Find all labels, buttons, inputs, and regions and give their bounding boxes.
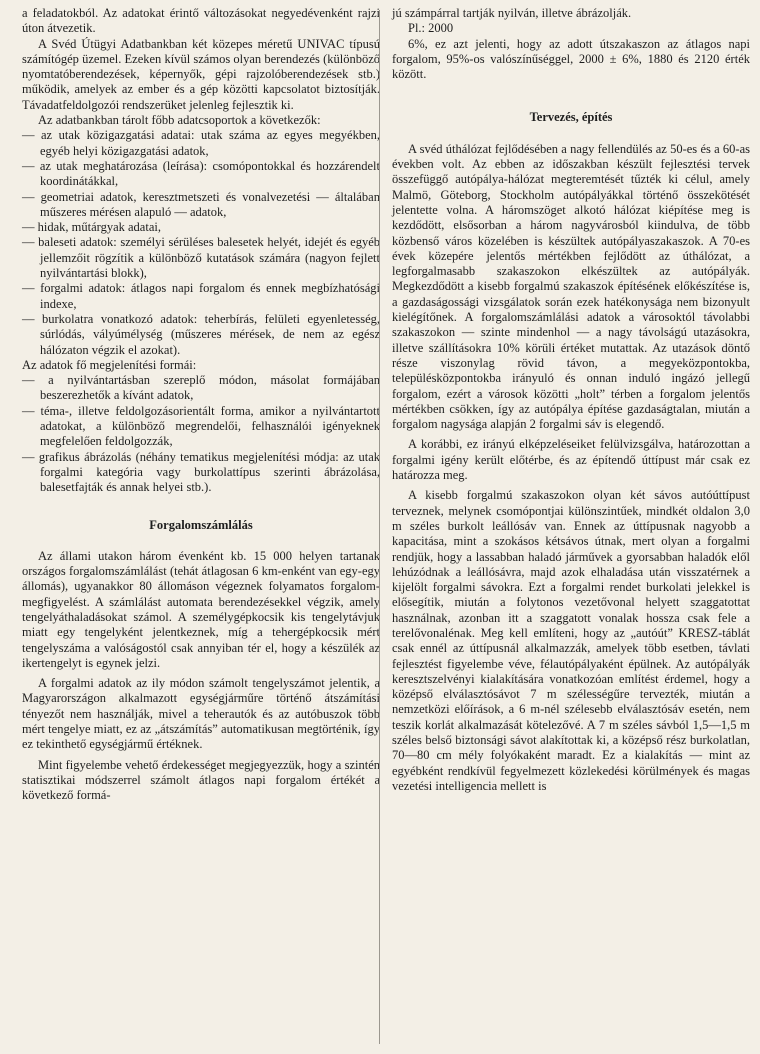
- display-forms-list: [22, 373, 380, 495]
- list-item: — az utak közigazgatási adatai: utak száma az egyes megyékben, egyéb helyi közigazgatási adatok,: [22, 128, 380, 158]
- list-item: — forgalmi adatok: átlagos napi forgalom és ennek megbízhatósági indexe,: [22, 281, 380, 311]
- paragraph-counting-2: A forgalmi adatok az ily módon számolt tengelyszámot jelentik, a Magyarországon alkalmazott egységjárműre történő átszámítási tényezőt nem használják, mivel a teherautók és az autóbuszok több mért tengelye miatt, ez az „átszámítás” automatikusan megtörténik, így ez tekinthető egységjármű értéknek.: [22, 676, 380, 752]
- paragraph-groups-intro: Az adatbankban tárolt főbb adatcsoportok a következők:: [38, 113, 321, 128]
- formula-explanation: 6%, ez azt jelenti, hogy az adott útszakaszon az átlagos napi forgalom, 95%-os valószínűséggel, 2000 ± 6%, 1880 és 2120 érték között.: [392, 36, 750, 82]
- column-divider: [379, 10, 380, 1044]
- section-heading-planning: Tervezés, építés: [529, 110, 613, 125]
- paragraph-counting-3: Mint figyelembe vehető érdekességet megjegyezzük, hogy a szintén statisztikai módszerrel számolt átlagos napi forgalom értékét a következő formá-: [22, 757, 380, 803]
- paragraph-counting-1: Az állami utakon három évenként kb. 15 000 helyen tartanak országos forgalomszámlálást (tehát átlagosan 6 km-enként van egy-egy állomás), ugyanakkor 80 állomáson végeznek folyamatos forgalom-megfigyelést. A számlálást automata berendezésekkel végzik, amely tengelyáthaladásokat számol. A személygépkocsik kis tengelytávjuk miatt egy tengelyként jelentkeznek, míg a tehergépkocsik mért tengelyszáma a valóságostól csak annyiban tér el, hogy a készülék az ikertengelyt is egynek jelzi.: [22, 548, 380, 670]
- paragraph-planning-2: A korábbi, ez irányú elképzeléseiket felülvizsgálva, határozottan a forgalmi igény került előtérbe, és az építendő úttípust már csak ez határozza meg.: [392, 437, 750, 483]
- list-item: — a nyilvántartásban szereplő módon, másolat formájában beszerezhetők a kívánt adatok,: [22, 373, 380, 403]
- list-item: — geometriai adatok, keresztmetszeti és vonalvezetési — általában műszeres mérésen alapuló — adatok,: [22, 189, 380, 219]
- paragraph-intro-tail: a feladatokból. Az adatokat érintő változásokat negyedévenként rajzi úton átvezetik.: [22, 6, 380, 36]
- section-heading-traffic-counting: Forgalomszámlálás: [149, 517, 253, 532]
- example-label: Pl.: 2000: [408, 21, 454, 36]
- paragraph-continuation: jú számpárral tartják nyilván, illetve ábrázolják.: [392, 6, 632, 20]
- paragraph-forms-intro: Az adatok fő megjelenítési formái:: [22, 357, 197, 372]
- list-item: — burkolatra vonatkozó adatok: teherbírás, felületi egyenletesség, súrlódás, vályúmélység (műszeres mérések, de nem az egész hálózaton végzik el azokat).: [22, 311, 380, 357]
- list-item: — grafikus ábrázolás (néhány tematikus megjelenítési módja: az utak forgalmi kategória vagy burkolattípus szerinti ábrázolása, balesetfajták és annak helyei stb.).: [22, 449, 380, 495]
- list-item: — hidak, műtárgyak adatai,: [22, 220, 161, 235]
- left-column: [22, 6, 380, 804]
- data-groups-list: [22, 128, 380, 357]
- list-item: — az utak meghatározása (leírása): csomópontokkal és hozzárendelt koordinátákkal,: [22, 158, 380, 189]
- list-item: — baleseti adatok: személyi sérüléses balesetek helyét, idejét és egyéb jellemzőit rögzítik a különböző kutatások számára (nagyon fejlett nyilvántartási blokk),: [22, 235, 380, 281]
- paragraph-planning-1: A svéd úthálózat fejlődésében a nagy fellendülés az 50-es és a 60-as években volt. Az ebben az időszakban készült fejlesztési tervek összefüggő autópálya-hálózat megteremtését tűzték ki célul, amely Malmö, Göteborg, Stockholm autópályákkal történő összekötését jelentette volna. A háromszöget alkotó hálózat kiépítése meg is kezdődött, elsősorban a három nagyvárosból kiindulva, de több közbenső város közelében is készültek autópályaszakaszok. A 70-es évek közepére jelentős mértékben fejlődött az úthálózat, a legforgalmasabb szakaszokon elkészültek az autópályák. Megkezdődött a kisebb forgalmú szakaszok építésének előkészítése is, a gazdaságossági vizsgálatok során ezek hatékonysága nem bizonyult kielégítőnek. A forgalomszámlálási adatok a városoktól távolabbi szakaszokon — szinte mindenhol — a nagy távolságú utazásokra, illetve szállításokra 10% körüli értéket mutattak. Az utazások döntő része viszonylag rövid távon, a megyeközpontokba, településközpontokba irányuló és onnan induló ingázó jellegű forgalom, ezért a városok közötti „holt” térben a forgalom jelentős mértékben csökken, így az autópálya építése gazdaságtalan, miután a forgalom nagysága alapján 2 forgalmi sáv is elegendő.: [392, 141, 750, 432]
- paragraph-planning-3: A kisebb forgalmú szakaszokon olyan két sávos autóúttípust terveznek, melynek csomópontjai különszintűek, mindkét oldalon 3,0 m széles burkolt leállósáv van. Ennek az úttípusnak nagyobb a kapacitása, mint a szokásos kétsávos útnak, mert olyan a forgalmi rendjük, hogy a lassabban haladó járművek a gyorsabban haladók elől lehúzódnak a leállósávra, majd azok elhaladása után visszatérnek a kijelölt forgalmi sávokra. Ezt a forgalmi rendet burkolati jelekkel is elősegítik, miután a folytonos vezetővonal helyett szaggatottat használnak, azonban itt a szaggatott vonalak hossza csak fele a terelővonalénak. Meg kell említeni, hogy az „autóút” KRESZ-táblát csak ennél az úttípusnál alkalmazzák, amelyek több esetben, távlati fejlesztést figyelembe véve, félautópályaként épülnek. Az autópályák keresztszelvényi kialakítására vonatkozóan említést érdemel, hogy a középső elválasztósávot 7 m szélességűre tervezték, miután a nemzetközi előírások, a 6 m-nél szélesebb elválasztósáv esetén, nem teszik korlát alkalmazását kötelezővé. A 7 m széles sávból 1,5—1,5 m széles belső biztonsági sávot alakítottak ki, a középső rész burkolatlan, 70—80 cm mély folyókaként maradt. Ez a kialakítás — mint az egyébként rendkívül fegyelmezett közlekedési körülmények és magas vezetési intelligencia mellett is: [392, 488, 750, 793]
- paragraph-databank: A Svéd Útügyi Adatbankban két közepes méretű UNIVAC típusú számítógép üzemel. Ezeken kívül számos olyan berendezés (különböző nyomtatóberendezések, képernyők, gépi rajzolóberendezések stb.) működik, amelyek az ember és a gép közötti kapcsolatot biztosítják. Távadatfeldolgozói rendszerüket jelenleg fejlesztik ki.: [22, 36, 380, 112]
- list-item: — téma-, illetve feldolgozásorientált forma, amikor a nyilvántartott adatokat, a különböző megrendelői, felhasználói igényeknek megfelelően feldolgozzák,: [22, 403, 380, 449]
- right-column: [392, 6, 750, 794]
